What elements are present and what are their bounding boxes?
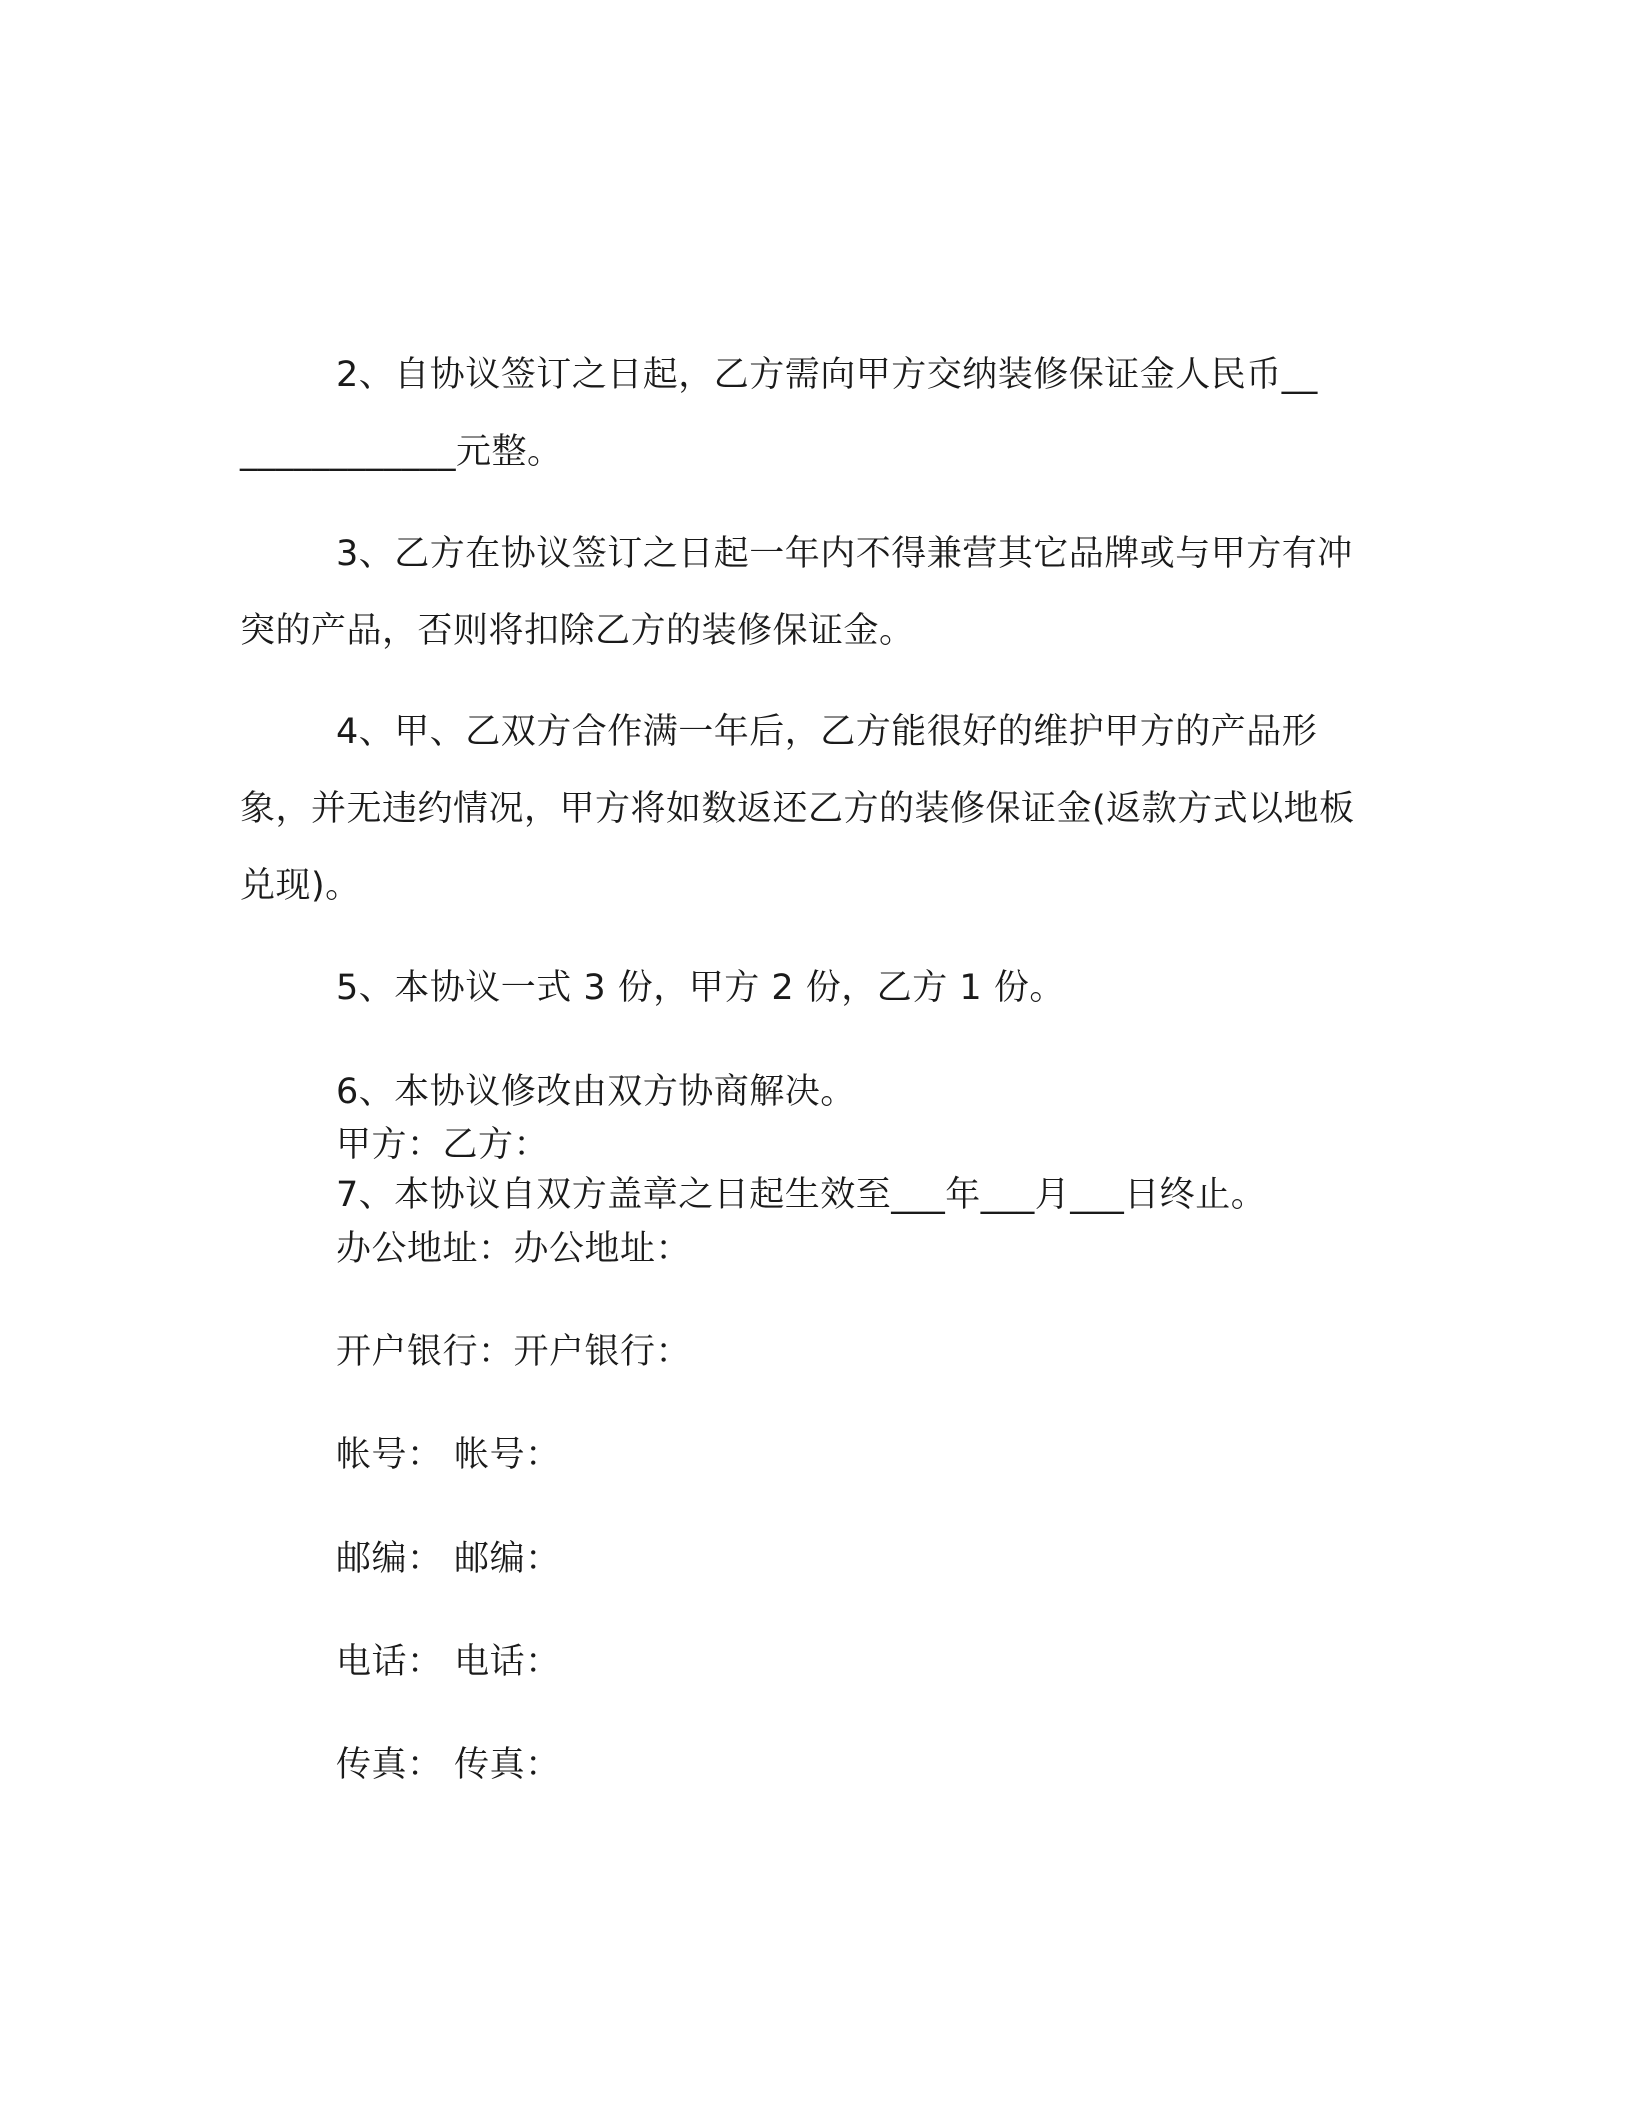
field-party: 甲方：乙方： xyxy=(336,1125,550,1165)
clause-4-text: 4、甲、乙双方合作满一年后，乙方能很好的维护甲方的产品形象，并无违约情况，甲方将如数返还乙方的装修保证金(返款方式以地板兑现)。 xyxy=(240,712,1355,906)
clause-7-text: 7、本协议自双方盖章之日起生效至___年___月___日终止。 xyxy=(336,1175,1267,1215)
field-office-address: 办公地址：办公地址： xyxy=(336,1229,692,1269)
clause-2-text: 2、自协议签订之日起，乙方需向甲方交纳装修保证金人民币______________元整。 xyxy=(240,355,1318,472)
clause-5-text: 5、本协议一式 3 份，甲方 2 份，乙方 1 份。 xyxy=(336,968,1065,1008)
clause-3-text: 3、乙方在协议签订之日起一年内不得兼营其它品牌或与甲方有冲突的产品，否则将扣除乙方的装修保证金。 xyxy=(240,534,1353,651)
field-bank: 开户银行：开户银行： xyxy=(336,1332,692,1372)
field-phone: 电话： 电话： xyxy=(336,1642,561,1682)
field-postcode: 邮编： 邮编： xyxy=(336,1539,561,1579)
field-account: 帐号： 帐号： xyxy=(336,1435,561,1475)
clause-6-text: 6、本协议修改由双方协商解决。 xyxy=(336,1072,856,1112)
field-fax: 传真： 传真： xyxy=(336,1745,561,1785)
